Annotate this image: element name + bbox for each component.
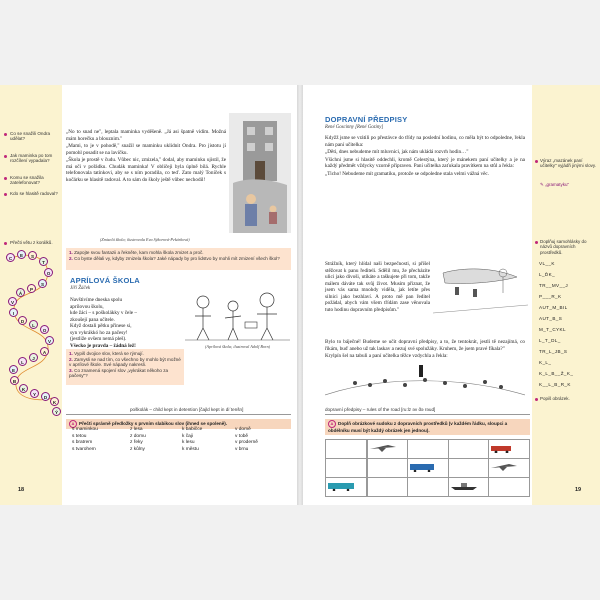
exercise-title: Přečti správně předložky s prvním slabikou slov (ihned se spoleně). <box>79 421 228 427</box>
bead: I <box>9 308 18 317</box>
bead: Á <box>16 288 25 297</box>
word: s maminkou <box>72 427 98 432</box>
children-crossing-illustration-icon <box>325 355 525 400</box>
train-icon <box>326 481 356 491</box>
word: k babičce <box>182 427 203 432</box>
sudoku-cell[interactable] <box>489 440 530 459</box>
side-note: Výraz „mazánek paní učitelky" vyjádři jinými slovy. <box>540 158 597 169</box>
right-page <box>303 85 600 505</box>
word: v proderně <box>235 440 258 446</box>
airplane-icon <box>489 462 519 472</box>
sudoku-cell[interactable] <box>408 478 449 497</box>
word: z lesa <box>130 427 143 432</box>
divider <box>66 414 291 415</box>
bead: Ý <box>52 407 61 416</box>
sudoku-cell[interactable] <box>448 478 489 497</box>
word: s tvarohem <box>72 446 96 452</box>
word: k městu <box>182 446 199 452</box>
story-paragraph: „Škola je prostě v čudu. Vůbec nic, zmizela," dodal, aby maminku ujistil, že má oči v pořádku. Chudák maminka! V obličeji byla úplně bílá. Rychle telefonovala tatínkovi, aby se s ním poradila, co teď. Zato malý Toníček s kočárku se hlasitě radoval. A to sám do školy ještě vůbec nechodil! <box>66 157 226 183</box>
poem-line: (jestliže ovšem nemá pleš). <box>70 336 127 342</box>
vocabulary-gloss: dopravní předpisy – rules of the road [ru:lz əv ðə rəud] <box>325 407 436 412</box>
poem-text <box>70 297 190 349</box>
divider <box>325 414 530 415</box>
word: v domě <box>235 427 251 432</box>
sudoku-cell[interactable] <box>326 459 367 478</box>
bus-icon <box>408 462 438 472</box>
side-question: Co se snažili Ondra udělat? <box>10 131 51 142</box>
story-paragraph: Všichni jsme si hlasitě oddechli, kromě Celestýna, který je mánekem paní učitelky a je na každý předmět vždycky vzorně připraven. Paní učitelka zaťukala pravítkem na stůl a řekla: <box>325 156 525 169</box>
vowel-word: M_T_CYKL <box>539 327 566 332</box>
side-task: Popiš obrázek. <box>540 396 570 401</box>
vowel-word: P___R_K <box>539 294 562 299</box>
side-question: Jak maminka po tom rozčílení vypadala? <box>10 153 53 164</box>
bead: E <box>17 250 26 259</box>
poem-tasks-box <box>66 349 184 385</box>
vowel-word: AUT_B_S <box>539 316 563 321</box>
story-paragraph: „No to snad ne", leptala maminka vyděšeně. „Já asi špatně vidím. Možná mám horečku a blouznim." <box>66 129 226 142</box>
sudoku-cell[interactable] <box>448 459 489 478</box>
word: z řeky <box>130 440 143 446</box>
story-paragraph: „Ticho! Nebudeme mít gramatiku, protože se odpoledne stala velmi vážná věc. <box>325 170 490 177</box>
word: k lesu <box>182 440 195 446</box>
traffic-illustration-icon <box>433 263 528 333</box>
bead: S <box>38 279 47 288</box>
bead: S <box>28 251 37 260</box>
word: v tobě <box>235 433 249 439</box>
vowel-word: VL__K <box>539 261 555 266</box>
word: k čaji <box>182 433 193 439</box>
story-paragraph: „Mami, to je v pohodě," snažil se maminku uklidnit Ondra. Pro jistotu jí pomohl posadit se na lavičku. <box>66 143 226 156</box>
poem-title: APRÍLOVÁ ŠKOLA <box>70 276 140 285</box>
poem-line: aprílovou školu, <box>70 303 104 310</box>
vowel-word: L_T_DL_ <box>539 338 561 343</box>
story-text-continued <box>325 261 430 314</box>
story-text <box>66 129 226 184</box>
side-task: Doplňuj samohlásky do názvů dopravních prostředků. <box>540 239 587 255</box>
word: v brnu <box>235 446 249 452</box>
word: s bratrem <box>72 440 93 446</box>
poem-task: 1. Vypiš dvojice slov, která se rýmují. <box>69 351 144 356</box>
airplane-icon <box>368 443 398 453</box>
classroom-illustration-icon <box>185 290 290 342</box>
word: z domu <box>130 433 146 439</box>
sudoku-cell[interactable] <box>489 478 530 497</box>
vowel-word: TR_L_JB_S <box>539 349 568 354</box>
page-number: 18 <box>18 487 25 493</box>
story-paragraph: Strážník, který hlídal naši bezpečnosti, si přišel stěžovat k panu řediteli. Sdělil mu, že přecházíte ulici jako divoši, utíkáte a taškujete při tom, takže málem dáváte tak svůj život. Musím přiznat, že jsem vás sama mnohdy viděla, jak letíte přes silnici jako bezhlaví. A proto mě pan ředitel požádal, abych vám všem třídám zase věnovala tuto hodinu dopravním předpisům." <box>325 261 430 313</box>
bead: L <box>18 357 27 366</box>
vowel-word: K__L_B_R_K <box>539 382 571 387</box>
story-paragraph: Krylpín šel na tabuli a paní učitelka těžce vzdychla a řekla: <box>325 353 448 359</box>
bead: O <box>44 268 53 277</box>
vowel-word: L_ĎK_ <box>539 272 556 277</box>
bead: A <box>40 347 49 356</box>
vowel-word: K_L_ <box>539 360 552 365</box>
bead: K <box>19 384 28 393</box>
bead: V <box>45 336 54 345</box>
bead: J <box>29 353 38 362</box>
sudoku-cell[interactable] <box>367 440 408 459</box>
story-questions-box <box>66 248 291 270</box>
left-page <box>0 85 297 505</box>
side-question: Komu se snažila zatelefonovat? <box>10 175 44 186</box>
sudoku-cell[interactable] <box>408 459 449 478</box>
exercise-marker: A <box>69 420 77 428</box>
sudoku-cell[interactable] <box>448 440 489 459</box>
bead: K <box>50 397 59 406</box>
side-note: ✎ „gramatyku" <box>540 182 570 187</box>
chapter-title: DOPRAVNÍ PŘEDPISY <box>325 115 408 124</box>
word: z kůlny <box>130 446 145 452</box>
vowel-word: K_L_B__Ž_K_ <box>539 371 574 376</box>
story-question: 1. Zapojte svou fantazii a řekněte, kam mohla škola zmizet a proč. <box>69 250 204 255</box>
bead: B <box>10 376 19 385</box>
bead: D <box>18 316 27 325</box>
bead: C <box>6 253 15 262</box>
bead: D <box>41 392 50 401</box>
bead: L <box>29 320 38 329</box>
poem-line: zkoušejí pana učitele. <box>70 316 115 323</box>
sudoku-cell[interactable] <box>326 478 367 497</box>
story-paragraph: „Děti, dnes nebudeme mít mluvnici, jak nám ukládá rozvrh hodin…" <box>325 149 469 155</box>
bead: T <box>39 257 48 266</box>
school-illustration-icon <box>229 113 291 233</box>
bead: O <box>40 325 49 334</box>
bead: V <box>8 297 17 306</box>
poem-line: Když dostali pětku přinese si, <box>70 323 132 329</box>
bead-string-icon <box>2 250 62 410</box>
exercise-header <box>325 419 530 435</box>
poem-line: kde žáci – s poškolákky v čele – <box>70 310 137 316</box>
story-question: 2. Co byste dělali vy, kdyby zmizela škola? Jaké nápady by pro lidstvo by mohli mít zmizení všech škol? <box>69 255 280 261</box>
vocabulary-gloss: poškolák – child kept in detention [čajld kept in di´tenšn] <box>130 407 244 412</box>
exercise-marker: A <box>328 420 336 428</box>
sudoku-cell[interactable] <box>367 478 408 497</box>
car-icon <box>489 443 515 453</box>
poem-task: 3. Co znamená spojení slov „vykrákat někoho za pačesy"? <box>69 367 169 379</box>
page-number: 19 <box>575 487 582 493</box>
bead: E <box>9 365 18 374</box>
story-caption: (Zmizelá škola; ilustrovala Eva Sýkorová-Pekárková) <box>100 237 190 242</box>
poem-line: syn vykrákkó ho za pačesy! <box>70 329 128 336</box>
poem-line: Navštivíme dneska spolu <box>70 297 123 303</box>
picture-sudoku-grid[interactable] <box>325 439 530 497</box>
story-text <box>325 135 525 178</box>
ship-icon <box>449 481 479 491</box>
side-task: Přečti větu z korálků. <box>10 240 53 245</box>
story-paragraph: Kdyžž jsme se vrátili po přestávce do třídy na poslední hodinu, co měla být to odpoledne, řekla nám paní učitelka: <box>325 135 525 148</box>
word-column <box>130 427 146 453</box>
vowel-word: AUT_M_BIL <box>539 305 568 310</box>
poem-task: 2. Zamysli se nad tím, co všechno by mohlo být možné v aprílové škole. Své nápady nakresli. <box>69 356 181 368</box>
poem-author: Jiří Žáček <box>70 286 91 291</box>
word-column <box>182 427 202 453</box>
word-column <box>235 427 258 453</box>
poem-caption: (Aprílová škola; ilustroval Adolf Born) <box>205 344 271 349</box>
sudoku-cell[interactable] <box>367 459 408 478</box>
story-paragraph: Bylo to báječné! Budeme se učit dopravní předpisy, a to, že tentokrát, jestli tě nezajímá, co říkám, buď anebo už tak laskav a nezuj své spolužáky. Kruhem, že jsem pravé fíkala?" <box>325 339 525 352</box>
chapter-author: René Goscinny [René Goziny] <box>325 125 384 130</box>
speech-icon: ✎ <box>540 182 544 187</box>
vowel-word: TR__MV__J <box>539 283 569 288</box>
side-question: Kdo se hlasitě radoval? <box>10 191 58 196</box>
exercise-title: Doplň obrázkové sudoku z dopravních prostředků (v každém řádku, sloupci a obdélníku musí být každý obrázek jen jednou). <box>328 421 508 433</box>
sudoku-cell[interactable] <box>326 440 367 459</box>
word: s tetou <box>72 433 87 439</box>
word-column <box>72 427 98 453</box>
poem-line: Všecko je pravda – žádná lež! <box>70 342 136 349</box>
sudoku-cell[interactable] <box>408 440 449 459</box>
bead: Y <box>30 389 39 398</box>
bead: P <box>27 284 36 293</box>
sudoku-cell[interactable] <box>489 459 530 478</box>
